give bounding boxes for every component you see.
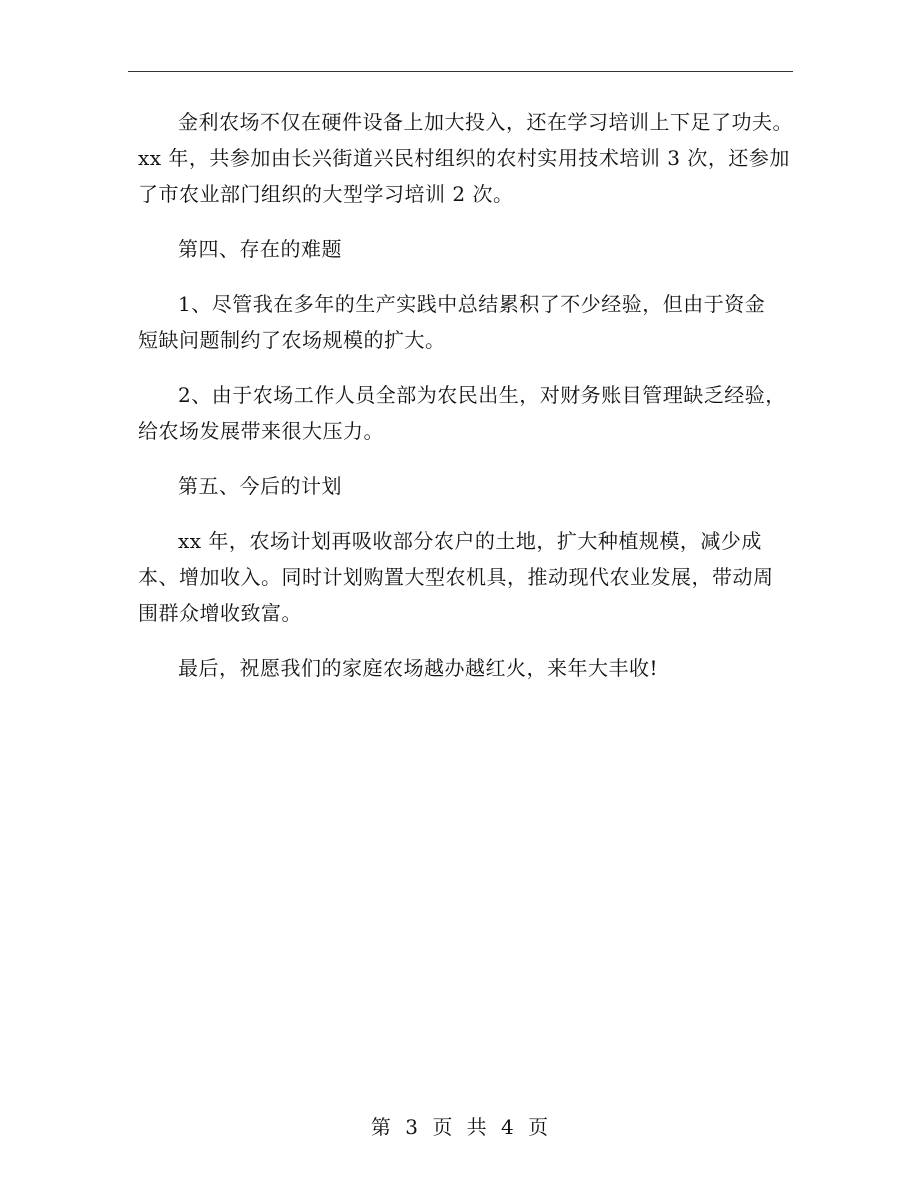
page-footer: [0, 1112, 920, 1142]
current-page-number: 3: [405, 1115, 419, 1139]
footer-ye: 页: [432, 1115, 454, 1139]
text-line: 金利农场不仅在硬件设备上加大投入，还在学习培训上下足了功夫。: [178, 110, 793, 134]
footer-di: 第: [370, 1115, 392, 1139]
section-heading-5: [138, 468, 803, 504]
text-line: 1、尽管我在多年的生产实践中总结累积了不少经验，但由于资金: [178, 292, 766, 316]
paragraph-problem-2: [138, 377, 803, 449]
text-line: xx 年，农场计划再吸收部分农户的土地，扩大种植规模，减少成: [178, 529, 762, 553]
paragraph-plan: [138, 523, 803, 631]
heading-text: 第四、存在的难题: [178, 237, 342, 261]
text-line: 短缺问题制约了农场规模的扩大。: [138, 328, 446, 352]
heading-text: 第五、今后的计划: [178, 474, 342, 498]
total-pages-number: 4: [501, 1115, 515, 1139]
paragraph-problem-1: [138, 286, 803, 358]
paragraph-closing: [138, 650, 803, 686]
footer-ye: 页: [528, 1115, 550, 1139]
text-line: 给农场发展带来很大压力。: [138, 419, 384, 443]
paragraph-investment: [138, 104, 803, 212]
text-line: 2、由于农场工作人员全部为农民出生，对财务账目管理缺乏经验，: [178, 383, 786, 407]
document-body: [138, 104, 803, 686]
section-heading-4: [138, 231, 803, 267]
header-rule: [128, 71, 793, 72]
footer-gong: 共: [466, 1115, 488, 1139]
text-line: xx 年，共参加由长兴街道兴民村组织的农村实用技术培训 3 次，还参加: [138, 146, 790, 170]
text-line: 最后，祝愿我们的家庭农场越办越红火，来年大丰收!: [178, 656, 659, 680]
text-line: 了市农业部门组织的大型学习培训 2 次。: [138, 182, 514, 206]
text-line: 本、增加收入。同时计划购置大型农机具，推动现代农业发展，带动周: [138, 565, 774, 589]
text-line: 围群众增收致富。: [138, 601, 302, 625]
